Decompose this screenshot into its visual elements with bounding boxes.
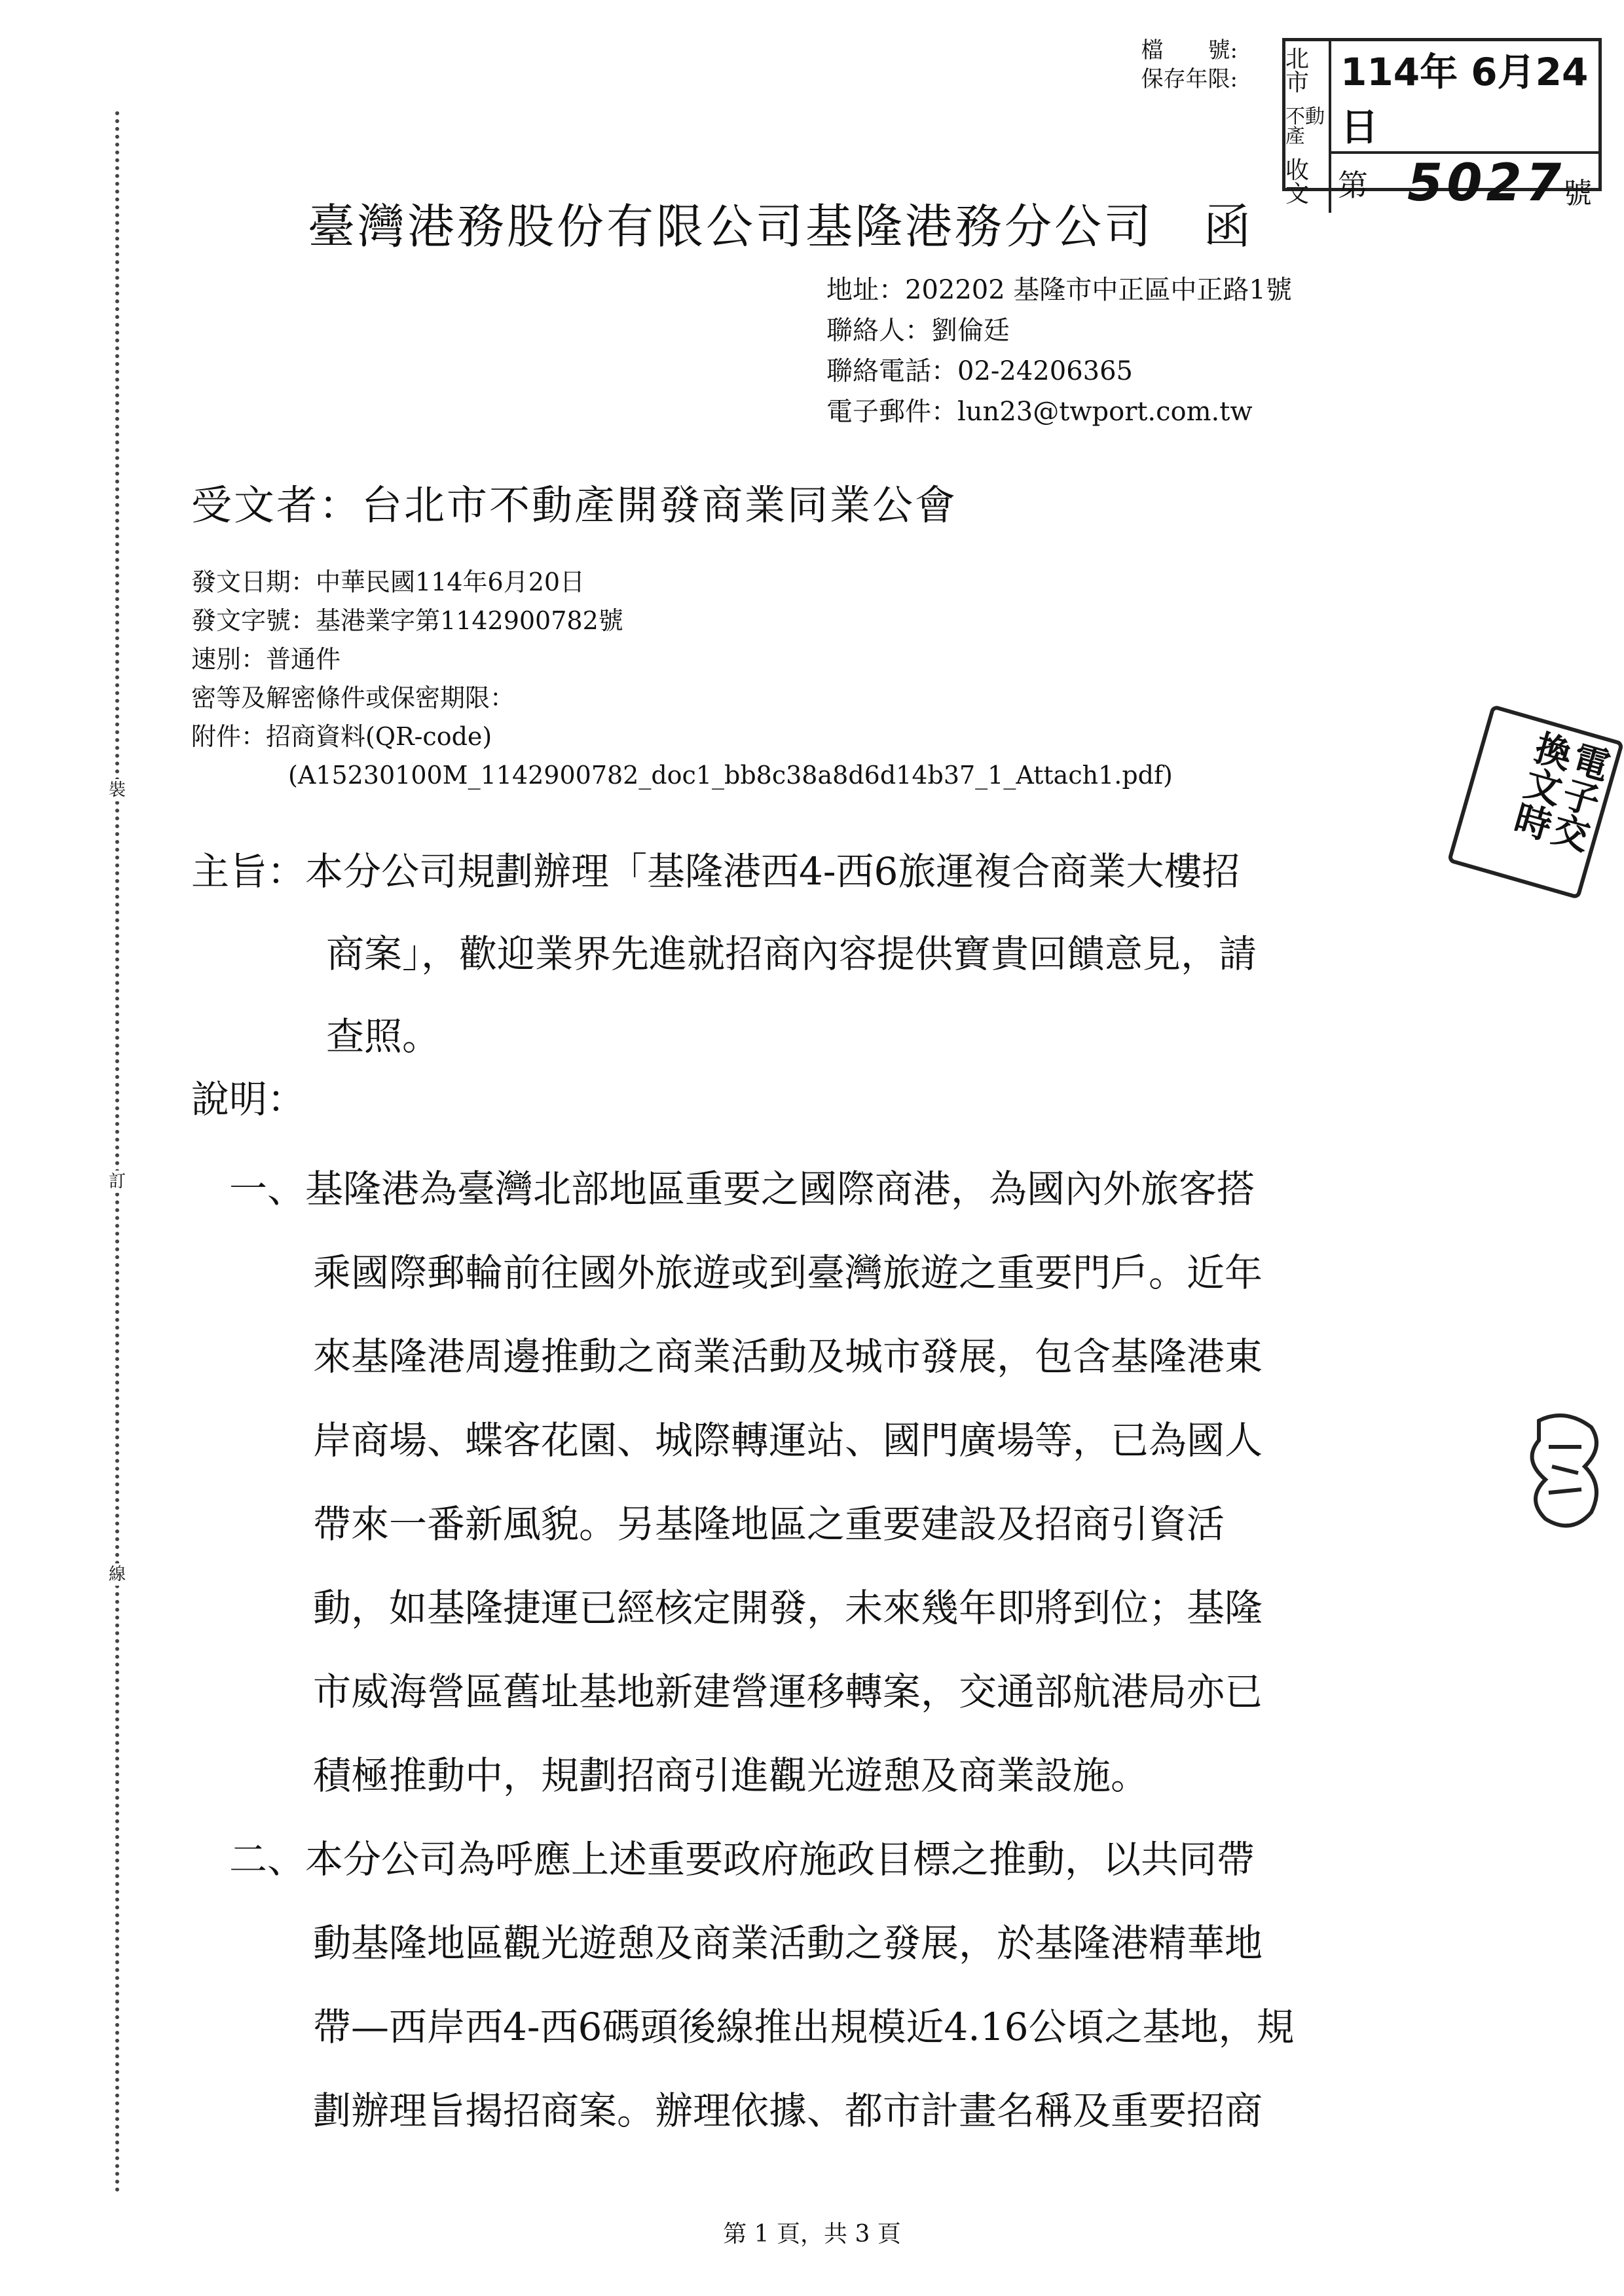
stamp-number-suffix: 號 (1563, 177, 1592, 210)
stamp-number-handwritten: 5027 (1407, 154, 1566, 213)
explanation-items (229, 1147, 1295, 2153)
item-1-line: 動，如基隆捷運已經核定開發，未來幾年即將到位；基隆 (313, 1586, 1263, 1630)
security-level: 密等及解密條件或保密期限： (191, 683, 515, 712)
subject-line: 商案」，歡迎業界先進就招商內容提供寶貴回饋意見，請 (326, 932, 1257, 976)
subject-line: 主旨：本分公司規劃辦理「基隆港西4-西6旅運複合商業大樓招 (191, 849, 1240, 894)
file-number-label: 檔 號: (1141, 37, 1238, 64)
stamp-org-line: 不動產 (1285, 105, 1325, 148)
item-2-line: 二、本分公司為呼應上述重要政府施政目標之推動，以共同帶 (229, 1837, 1255, 1882)
issue-date: 發文日期：中華民國114年6月20日 (191, 568, 585, 596)
item-1-line: 積極推動中，規劃招商引進觀光遊憩及商業設施。 (313, 1753, 1149, 1798)
stamp-date: 114年 6月24日 (1331, 41, 1598, 154)
item-1-line: 乘國際郵輪前往國外旅遊或到臺灣旅遊之重要門戶。近年 (313, 1250, 1263, 1295)
sender-contact-person: 聯絡人：劉倫廷 (826, 316, 1010, 346)
retention-period-label: 保存年限: (1141, 66, 1238, 92)
subject-section (191, 830, 1435, 1078)
document-title: 臺灣港務股份有限公司基隆港務分公司 函 (308, 199, 1254, 254)
item-1-line: 市威海營區舊址基地新建營運移轉案，交通部航港局亦已 (313, 1669, 1263, 1714)
file-info (1113, 36, 1238, 94)
binding-margin-line (115, 111, 119, 2193)
binding-char-ding: 訂 (109, 1172, 126, 1192)
document-number: 發文字號：基港業字第1142900782號 (191, 606, 623, 635)
sender-phone: 聯絡電話：02-24206365 (826, 356, 1134, 386)
stamp-number-row (1331, 154, 1598, 213)
stamp-org-line: 北市 (1285, 45, 1310, 96)
page-number: 第 1 頁，共 3 頁 (723, 2221, 901, 2248)
binding-char-zhuang: 裝 (109, 780, 126, 800)
sender-email: 電子郵件：lun23@twport.com.tw (826, 397, 1253, 427)
receipt-stamp (1282, 38, 1602, 213)
stamp-org (1285, 41, 1331, 213)
attachment: 附件：招商資料(QR-code) (191, 722, 492, 751)
item-1-line: 岸商場、蝶客花園、城際轉運站、國門廣場等，已為國人 (313, 1418, 1263, 1463)
attachment-file: (A15230100M_1142900782_doc1_bb8c38a8d6d14b37_1_Attach1.pdf) (288, 761, 1173, 790)
electronic-exchange-stamp: 電子交換文時 (1447, 704, 1624, 900)
recipient: 受文者：台北市不動產開發商業同業公會 (191, 481, 958, 529)
item-1-line: 一、基隆港為臺灣北部地區重要之國際商港，為國內外旅客搭 (229, 1167, 1255, 1211)
binding-char-xian: 線 (109, 1565, 126, 1584)
stamp-number-prefix: 第 (1338, 168, 1368, 203)
item-2-line: 動基隆地區觀光遊憩及商業活動之發展，於基隆港精華地 (313, 1921, 1263, 1965)
delivery-speed: 速別：普通件 (191, 645, 341, 674)
document-meta (191, 563, 1173, 795)
sender-address: 地址：202202 基隆市中正區中正路1號 (826, 275, 1292, 305)
item-1-line: 來基隆港周邊推動之商業活動及城市發展，包含基隆港東 (313, 1334, 1263, 1379)
subject-line: 查照。 (326, 1014, 441, 1059)
item-2-line: 帶—西岸西4-西6碼頭後線推出規模近4.16公頃之基地，規 (313, 2005, 1295, 2049)
stamp-org-line: 收文 (1285, 157, 1310, 208)
sender-contact-block (826, 270, 1292, 432)
partial-seal-mark (1519, 1408, 1611, 1539)
item-1-line: 帶來一番新風貌。另基隆地區之重要建設及招商引資活 (313, 1502, 1225, 1546)
explanation-label: 說明： (191, 1077, 306, 1121)
item-2-line: 劃辦理旨揭招商案。辦理依據、都市計畫名稱及重要招商 (313, 2088, 1263, 2133)
